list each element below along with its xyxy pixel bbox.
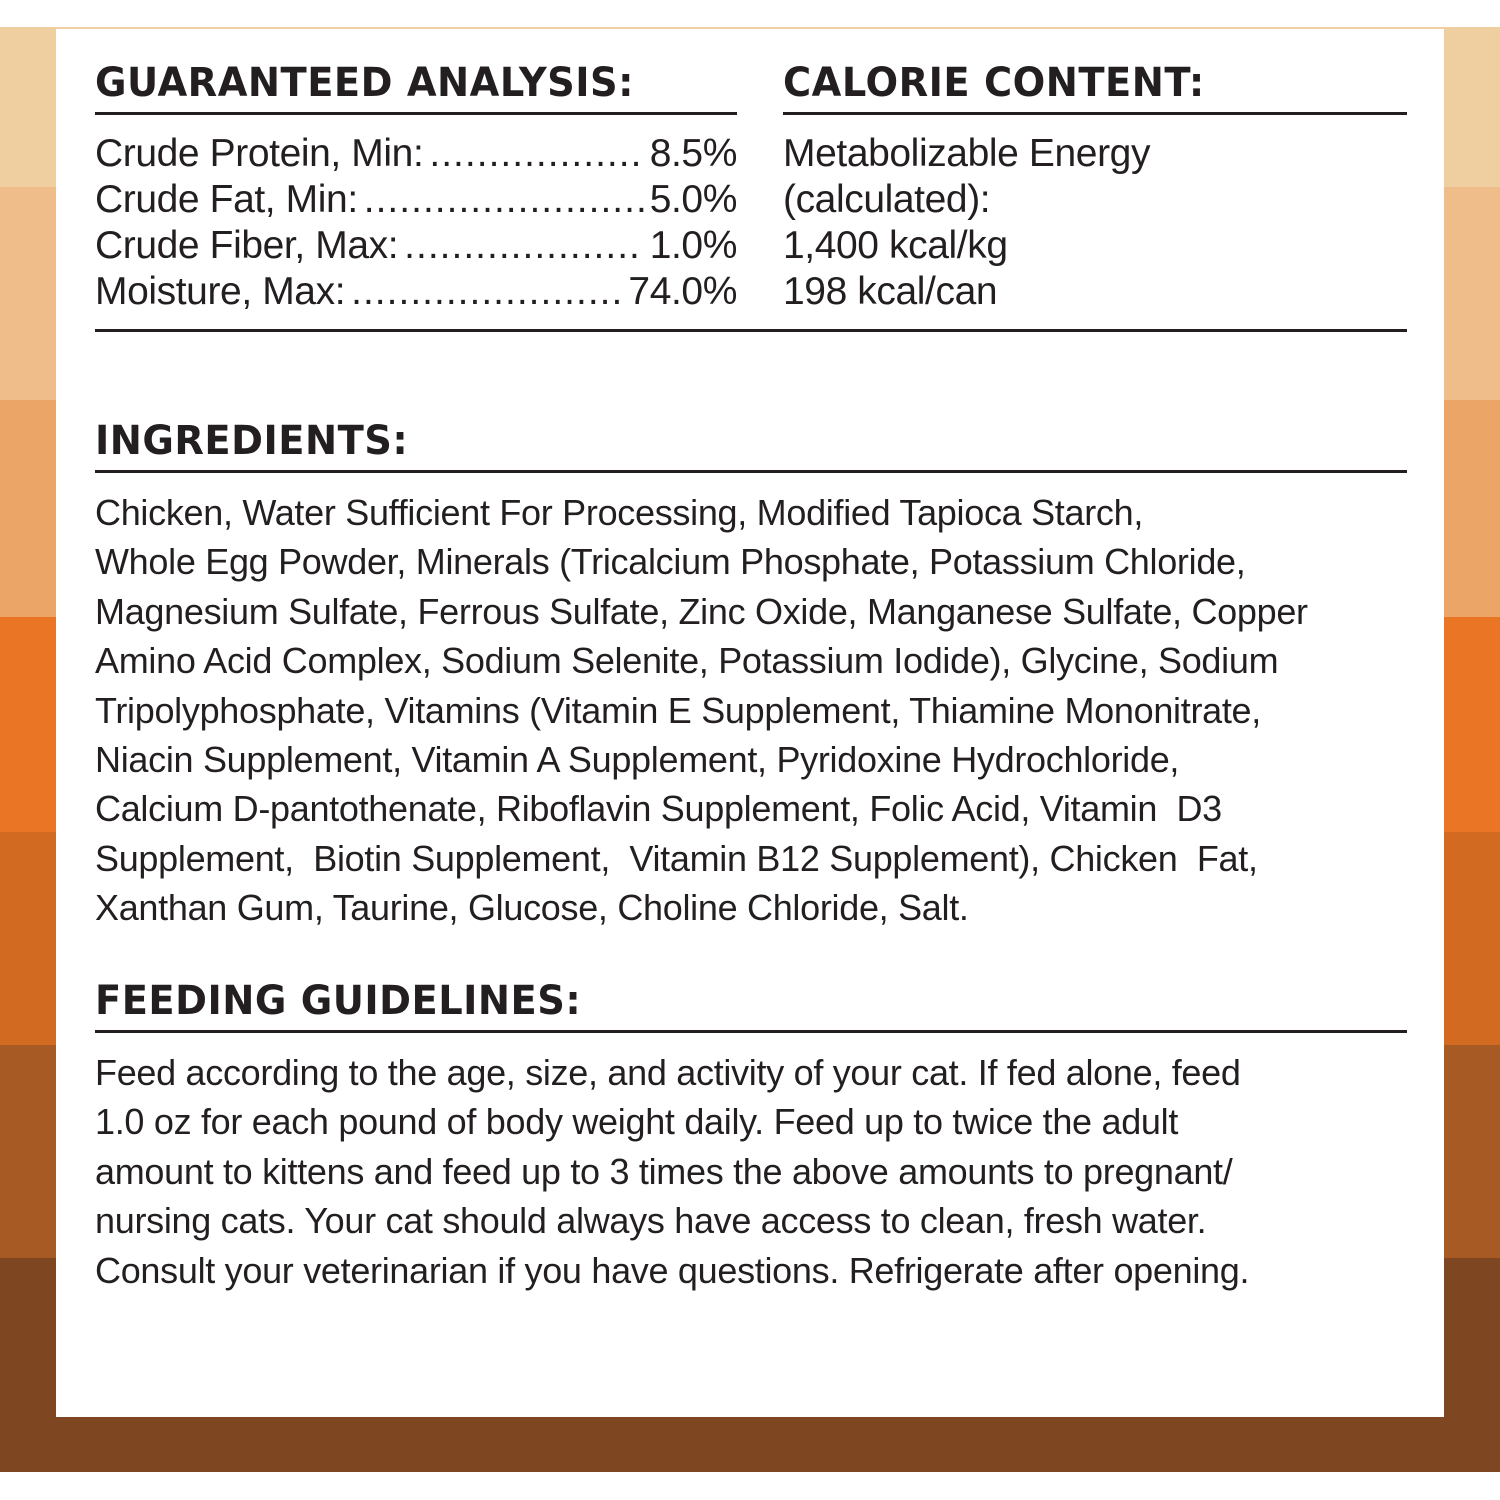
label-card (56, 29, 1444, 1417)
ingredients-section (95, 418, 1407, 933)
guaranteed-analysis-title: GUARANTEED ANALYSIS: (95, 60, 634, 106)
analysis-label: Moisture, Max: (95, 270, 346, 313)
calorie-content-list (783, 131, 1407, 315)
ingredients-line: Chicken, Water Sufficient For Processing, Modified Tapioca Starch, (95, 492, 1144, 533)
feeding-guidelines-section (95, 978, 1407, 1295)
dot-leader (429, 131, 643, 177)
feeding-line: nursing cats. Your cat should always have access to clean, fresh water. (95, 1200, 1207, 1242)
analysis-label: Crude Fiber, Max: (95, 224, 399, 267)
ingredients-line: Calcium D-pantothenate, Riboflavin Supplement, Folic Acid, Vitamin D3 (95, 788, 1222, 830)
calorie-content-title: CALORIE CONTENT: (783, 60, 1205, 106)
analysis-row-protein (95, 131, 737, 177)
calorie-content-section (783, 29, 1407, 315)
calorie-line: 198 kcal/can (783, 270, 998, 313)
dot-leader (351, 269, 622, 315)
ingredients-title: INGREDIENTS: (95, 418, 409, 464)
analysis-value: 5.0% (649, 178, 737, 221)
feeding-line: Consult your veterinarian if you have questions. Refrigerate after opening. (95, 1249, 1250, 1291)
feeding-guidelines-text (95, 1048, 1407, 1295)
ingredients-line: Supplement, Biotin Supplement, Vitamin B12 Supplement), Chicken Fat, (95, 837, 1258, 879)
analysis-value: 1.0% (649, 224, 737, 267)
divider (95, 112, 737, 115)
divider (95, 1030, 1407, 1033)
feeding-line: amount to kittens and feed up to 3 times the above amounts to pregnant/ (95, 1150, 1233, 1192)
calorie-line: Metabolizable Energy (783, 132, 1151, 175)
dot-leader (404, 223, 644, 269)
ingredients-line: Tripolyphosphate, Vitamins (Vitamin E Supplement, Thiamine Mononitrate, (95, 689, 1261, 731)
ingredients-line: Xanthan Gum, Taurine, Glucose, Choline Chloride, Salt. (95, 887, 969, 929)
analysis-row-fiber (95, 223, 737, 269)
guaranteed-analysis-list (95, 131, 737, 315)
ingredients-line: Whole Egg Powder, Minerals (Tricalcium Phosphate, Potassium Chloride, (95, 541, 1246, 583)
analysis-value: 8.5% (649, 132, 737, 175)
dot-leader (364, 177, 644, 223)
label-content (95, 29, 1407, 1291)
analysis-value: 74.0% (628, 270, 737, 313)
analysis-label: Crude Protein, Min: (95, 132, 424, 175)
ingredients-line: Magnesium Sulfate, Ferrous Sulfate, Zinc Oxide, Manganese Sulfate, Copper (95, 590, 1308, 632)
feeding-line: 1.0 oz for each pound of body weight daily. Feed up to twice the adult (95, 1101, 1179, 1143)
ingredients-text (95, 488, 1407, 933)
divider (783, 112, 1407, 115)
guaranteed-analysis-section (95, 29, 737, 315)
divider (95, 329, 1407, 332)
divider (95, 470, 1407, 473)
calorie-line: 1,400 kcal/kg (783, 224, 1008, 267)
analysis-row-fat (95, 177, 737, 223)
feeding-guidelines-title: FEEDING GUIDELINES: (95, 978, 582, 1024)
analysis-row (95, 29, 1407, 334)
calorie-line: (calculated): (783, 178, 991, 221)
ingredients-line: Amino Acid Complex, Sodium Selenite, Potassium Iodide), Glycine, Sodium (95, 640, 1279, 682)
feeding-line: Feed according to the age, size, and activity of your cat. If fed alone, feed (95, 1052, 1241, 1093)
ingredients-line: Niacin Supplement, Vitamin A Supplement, Pyridoxine Hydrochloride, (95, 739, 1180, 781)
analysis-label: Crude Fat, Min: (95, 178, 358, 221)
analysis-row-moisture (95, 269, 737, 315)
